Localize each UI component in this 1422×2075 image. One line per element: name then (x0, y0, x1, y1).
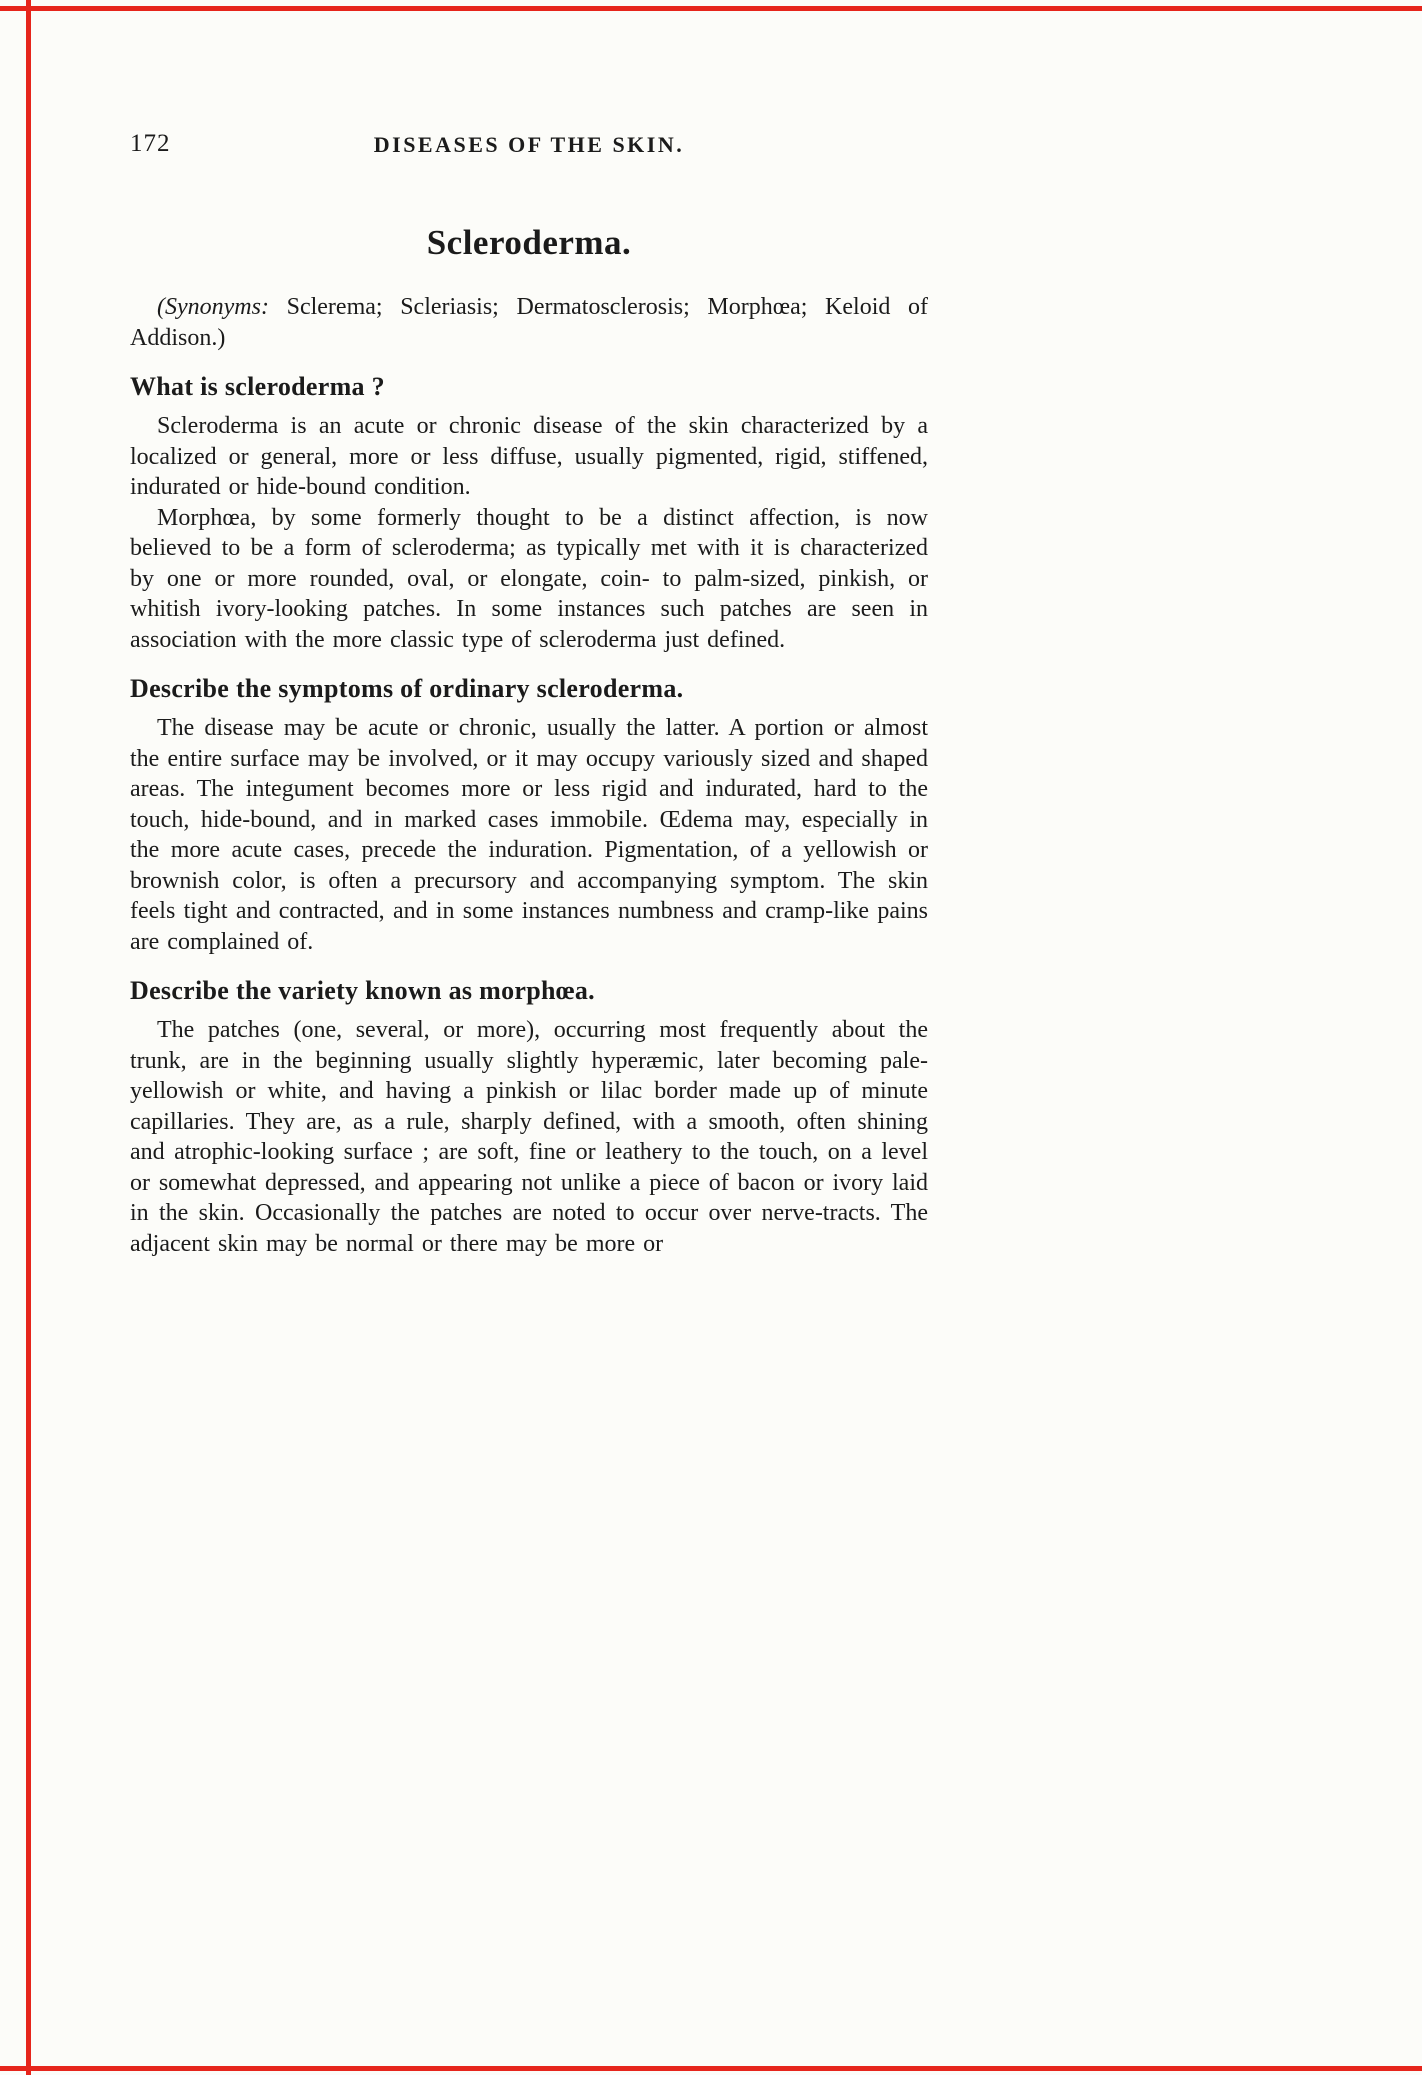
synonyms-text: Sclerema; Scleriasis; Dermatosclerosis; Morphœa; Keloid of Addison.) (130, 294, 928, 351)
section-heading-symptoms-ordinary-scleroderma: Describe the symptoms of ordinary scleroderma. (130, 674, 684, 703)
running-header-title: DISEASES OF THE SKIN. (373, 132, 685, 157)
running-header (130, 130, 928, 160)
scan-edge-line-bottom (0, 2066, 1422, 2071)
body-paragraph: Scleroderma is an acute or chronic disease of the skin characterized by a localized or general, more or less diffuse, usually pigmented, rigid, stiffened, indurated or hide-bound condition. (130, 413, 928, 500)
body-paragraph: The disease may be acute or chronic, usually the latter. A portion or almost the entire surface may be involved, or it may occupy variously sized and shaped areas. The integument becomes more or less rigid and indurated, hard to the touch, hide-bound, and in marked cases immobile. Œdema may, especially in the more acute cases, precede the induration. Pigmentation, of a yellowish or brownish color, is often a precursory and accompanying symptom. The skin feels tight and contracted, and in some instances numbness and cramp-like pains are complained of. (130, 715, 928, 955)
synonyms-label: (Synonyms: (157, 294, 269, 320)
section-heading-variety-morphoea: Describe the variety known as morphœa. (130, 976, 595, 1005)
synonyms-paragraph (130, 292, 928, 353)
chapter-title: Scleroderma. (426, 223, 632, 262)
page-number: 172 (130, 130, 171, 157)
body-paragraph: The patches (one, several, or more), occurring most frequently about the trunk, are in the beginning usually slightly hyperæmic, later becoming pale-yellowish or white, and having a pinkish or lilac border made up of minute capillaries. They are, as a rule, sharply defined, with a smooth, often shining and atrophic-looking surface ; are soft, fine or leathery to the touch, on a level or somewhat depressed, and appearing not unlike a piece of bacon or ivory laid in the skin. Occasionally the patches are noted to occur over nerve-tracts. The adjacent skin may be normal or there may be more or (130, 1017, 928, 1257)
section-heading-what-is-scleroderma: What is scleroderma ? (130, 372, 385, 401)
scan-edge-line-top (0, 6, 1422, 11)
body-paragraph: Morphœa, by some formerly thought to be a distinct affection, is now believed to be a form of scleroderma; as typically met with it is characterized by one or more rounded, oval, or elongate, coin- to palm-sized, pinkish, or whitish ivory-looking patches. In some instances such patches are seen in association with the more classic type of scleroderma just defined. (130, 504, 928, 653)
text-block (130, 222, 928, 1259)
scan-edge-line-left (26, 0, 31, 2075)
